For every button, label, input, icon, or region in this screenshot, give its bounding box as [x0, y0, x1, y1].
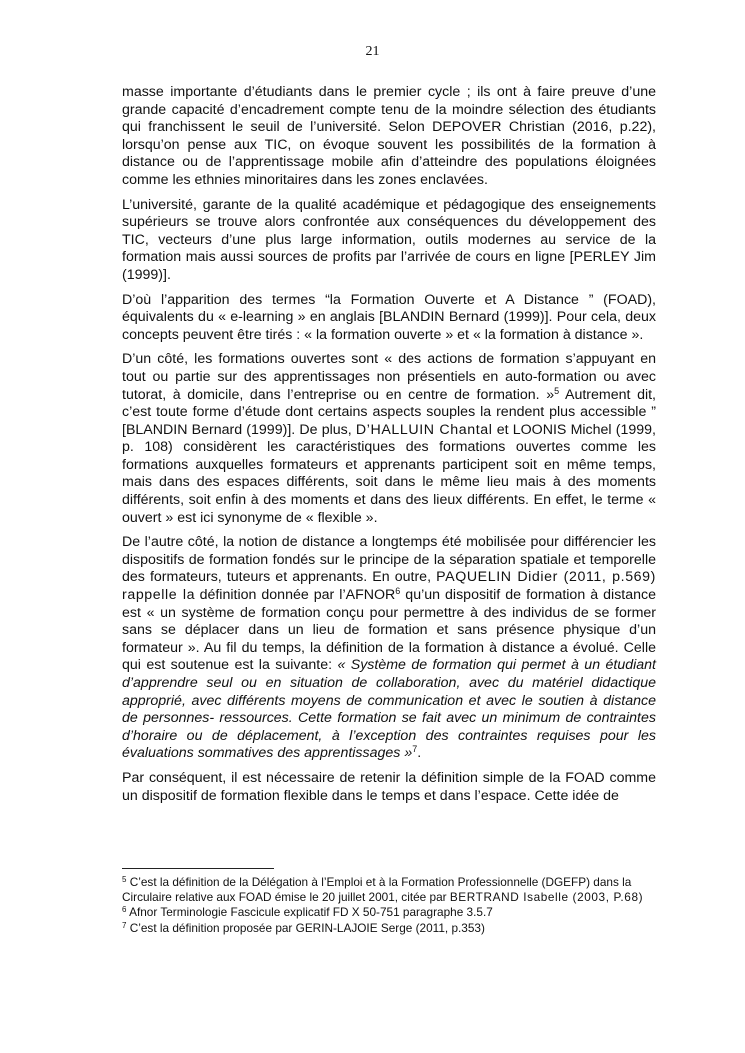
footnote-5 — [122, 875, 656, 905]
footnote-6-number: 6 — [122, 905, 127, 915]
paragraph-6: Par conséquent, il est nécessaire de retenir la définition simple de la FOAD comme un dispositif de formation flexible dans le temps et dans l’espace. Cette idée de — [122, 769, 656, 804]
paragraph-5-end: . — [417, 745, 422, 762]
footnote-separator — [122, 868, 274, 869]
footnote-5-author: BERTRAND Isabelle (2003, P.68) — [449, 890, 644, 905]
paragraph-4-text-c: et LOONIS Michel (1999, p. 108) considèrent les caractéristiques des formations ouvertes comme les formations auxquelles formateurs et apprenants participent soit en même temps, mais dans des espaces différents, soit dans le même lieu mais à des moments différents, soit enfin à des moments et dans des lieux différents. En effet, le terme « ouvert » est ici synonyme de « flexible ». — [122, 421, 656, 526]
body-text — [122, 84, 656, 812]
footnotes — [122, 868, 656, 936]
footnote-ref-5: 5 — [554, 385, 560, 396]
paragraph-3: D’où l’apparition des termes “la Formation Ouverte et A Distance ” (FOAD), équivalents du « e-learning » en anglais [BLANDIN Bernard (1999)]. Pour cela, deux concepts peuvent être tirés : « la formation ouverte » et « la formation à distance ». — [122, 291, 656, 343]
footnote-6 — [122, 905, 656, 920]
footnote-6-text: Afnor Terminologie Fascicule explicatif FD X 50-751 paragraphe 3.5.7 — [126, 905, 493, 920]
paragraph-5-text-a: De l’autre côté, la notion de distance a longtemps été mobilisée pour différencier les dispositifs de formation fondés sur le principe de la séparation spatiale et temporelle des formateurs, tuteurs et apprenants. En outre, — [122, 534, 656, 586]
footnote-7-text: C’est la définition proposée par GERIN-LAJOIE Serge (2011, p.353) — [126, 920, 485, 935]
paragraph-5-text-b: a définition donnée par l’AFNOR — [186, 587, 396, 604]
paragraph-4-text-a: D’un côté, les formations ouvertes sont « des actions de formation s’appuyant en tout ou partie sur des apprentissages non présentiels en auto-formation ou avec tutorat, à domicile, dans l’entreprise ou en centre de formation. » — [122, 351, 656, 403]
paragraph-4 — [122, 351, 656, 527]
footnote-7-number: 7 — [122, 920, 127, 930]
footnote-7 — [122, 921, 656, 936]
definition-quote: « Système de formation qui permet à un étudiant d’apprendre seul ou en situation de collaboration, avec du matériel didactique approprié, avec différents moyens de communication et avec le soutien à distance de personnes- ressources. Cette formation se fait avec un minimum de contraintes d’horaire ou de déplacement, à l’exception des contraintes requises pour les évaluations sommatives des apprentissages » — [122, 657, 656, 762]
paragraph-1: masse importante d’étudiants dans le premier cycle ; ils ont à faire preuve d’une grande capacité d’encadrement compte tenu de la moindre sélection des étudiants qui franchissent le seuil de l’université. Selon DEPOVER Christian (2016, p.22), lorsqu’on pense aux TIC, on évoque souvent les possibilités de la formation à distance ou de l’apprentissage mobile afin d’atteindre des populations éloignées comme les ethnies minoritaires dans les zones enclavées. — [122, 84, 656, 188]
footnote-5-number: 5 — [122, 875, 127, 884]
footnote-ref-7: 7 — [412, 744, 418, 755]
footnote-ref-6: 6 — [395, 586, 401, 597]
paragraph-4-text-b: Autrement dit, c’est toute forme d’étude dont certains aspects souples la rendent plus accessible ” [BLANDIN Bernard (1999)]. De plus, — [122, 386, 656, 438]
page-number: 21 — [365, 44, 380, 59]
paragraph-5 — [122, 534, 656, 763]
paragraph-2: L’université, garante de la qualité académique et pédagogique des enseignements supérieurs se trouve alors confrontée aux conséquences du développement des TIC, vecteurs d’une plus large information, outils modernes au service de la formation mais aussi sources de profits par l’arrivée de cours en ligne [PERLEY Jim (1999)]. — [122, 196, 656, 283]
author-paquelin: PAQUELIN Didier (2011, p.569) rappelle l — [122, 569, 656, 604]
footnote-5-text: C’est la définition de la Délégation à l’Emploi et à la Formation Professionnelle (DGEFP) dans la Circulaire relative aux FOAD émise le 20 juillet 2001, citée par — [122, 875, 632, 905]
author-dhalluin: D’HALLUIN Chantal — [355, 421, 493, 438]
paragraph-5-text-c: qu’un dispositif de formation à distance est « un système de formation conçu pour permettre à des individus de se former sans se déplacer dans un lieu de formation et sans présence physique d’un formateur ». Au fil du temps, la définition de la formation à distance a évolué. Celle qui est soutenue est la suivante: — [122, 587, 657, 674]
